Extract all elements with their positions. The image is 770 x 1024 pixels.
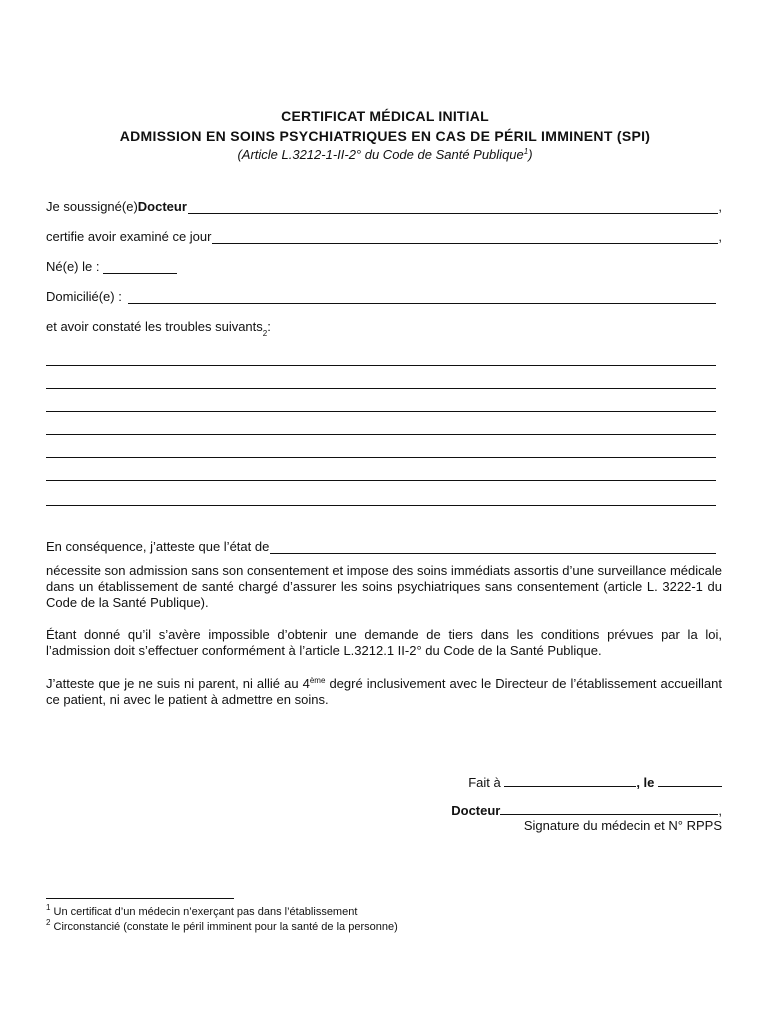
- soussigne-label: Je soussigné(e): [46, 199, 138, 214]
- admission-paragraph: [46, 563, 722, 611]
- signature-caption: Signature du médecin et N° RPPS: [523, 818, 722, 833]
- footnote-1: [46, 903, 358, 918]
- address-row: [46, 289, 716, 304]
- docteur-signature-label: Docteur: [451, 803, 501, 818]
- place-date-row: [400, 774, 722, 790]
- certifie-label: certifie avoir examiné ce jour: [46, 229, 212, 244]
- footnote-separator: [46, 898, 234, 899]
- troubles-colon: :: [267, 319, 271, 334]
- document-subtitle: ADMISSION EN SOINS PSYCHIATRIQUES EN CAS DE PÉRIL IMMINENT (SPI): [119, 128, 651, 144]
- patient-name-field[interactable]: [270, 541, 716, 554]
- docteur-label: Docteur: [137, 199, 187, 214]
- justification-paragraph: [46, 627, 722, 659]
- consequence-row: [46, 539, 716, 554]
- attestation-text-end: degré inclusivement avec le Directeur de l’établissement accueillant ce patient, ni avec le patient à admettre en soins.: [46, 676, 722, 707]
- le-label: , le: [636, 775, 658, 790]
- birth-date-row: [46, 259, 177, 274]
- troubles-line[interactable]: [46, 411, 716, 412]
- document-title: CERTIFICAT MÉDICAL INITIAL: [281, 108, 489, 124]
- footnote-ref-1: 1: [523, 147, 529, 156]
- docteur-signature-row: [400, 802, 722, 818]
- attestation-text: [46, 676, 722, 708]
- troubles-line[interactable]: [46, 457, 716, 458]
- troubles-line[interactable]: [46, 388, 716, 389]
- footnote-2: [46, 918, 398, 933]
- date-field[interactable]: [658, 774, 722, 787]
- doctor-name-field[interactable]: [188, 201, 718, 214]
- ordinal-sup: ème: [309, 676, 326, 685]
- footnote-number: 2: [46, 918, 51, 927]
- troubles-line[interactable]: [46, 365, 716, 366]
- exam-date-field[interactable]: [212, 231, 718, 244]
- birth-date-field[interactable]: [103, 261, 177, 274]
- attestation-paragraph: [46, 676, 722, 708]
- doctor-name-row: [46, 199, 722, 214]
- doctor-signature-field[interactable]: [500, 802, 718, 815]
- consequence-label: En conséquence, j’atteste que l’état de: [46, 539, 270, 554]
- row-end-comma: ,: [718, 229, 722, 244]
- place-field[interactable]: [504, 774, 636, 787]
- row-end-comma: ,: [718, 803, 722, 818]
- legal-reference-end: ): [528, 147, 533, 162]
- footnote-number: 1: [46, 903, 51, 912]
- justification-text: Étant donné qu’il s’avère impossible d’obtenir une demande de tiers dans les conditions prévues par la loi, l’admission doit s’effectuer conformément à l’article L.3212.1 II-2° du Code de la Santé Publique.: [46, 627, 722, 658]
- footnote-text: Un certificat d’un médecin n’exerçant pas dans l’établissement: [50, 906, 358, 918]
- exam-date-row: [46, 229, 722, 244]
- legal-reference: [0, 147, 770, 162]
- ne-le-label: Né(e) le :: [46, 259, 100, 274]
- domicile-label: Domicilié(e) :: [46, 289, 122, 304]
- troubles-line[interactable]: [46, 505, 716, 506]
- address-field[interactable]: [128, 291, 716, 304]
- troubles-label: et avoir constaté les troubles suivants: [46, 319, 263, 334]
- fait-label: Fait à: [468, 775, 505, 790]
- admission-text: nécessite son admission sans son consentement et impose des soins immédiats assortis d’une surveillance médicale dans un établissement de santé chargé d’assurer les soins psychiatriques sans consentement (article L. 3222-1 du Code de la Santé Publique).: [46, 563, 722, 610]
- attestation-text-start: J’atteste que je ne suis ni parent, ni allié au 4: [46, 676, 310, 691]
- troubles-line[interactable]: [46, 480, 716, 481]
- footnote-text: Circonstancié (constate le péril imminent pour la santé de la personne): [50, 921, 398, 933]
- troubles-row: et avoir constaté les troubles suivants 2 :: [46, 319, 271, 338]
- legal-reference-text: (Article L.3212-1-II-2° du Code de Santé Publique: [237, 147, 524, 162]
- row-end-comma: ,: [718, 199, 722, 214]
- troubles-line[interactable]: [46, 434, 716, 435]
